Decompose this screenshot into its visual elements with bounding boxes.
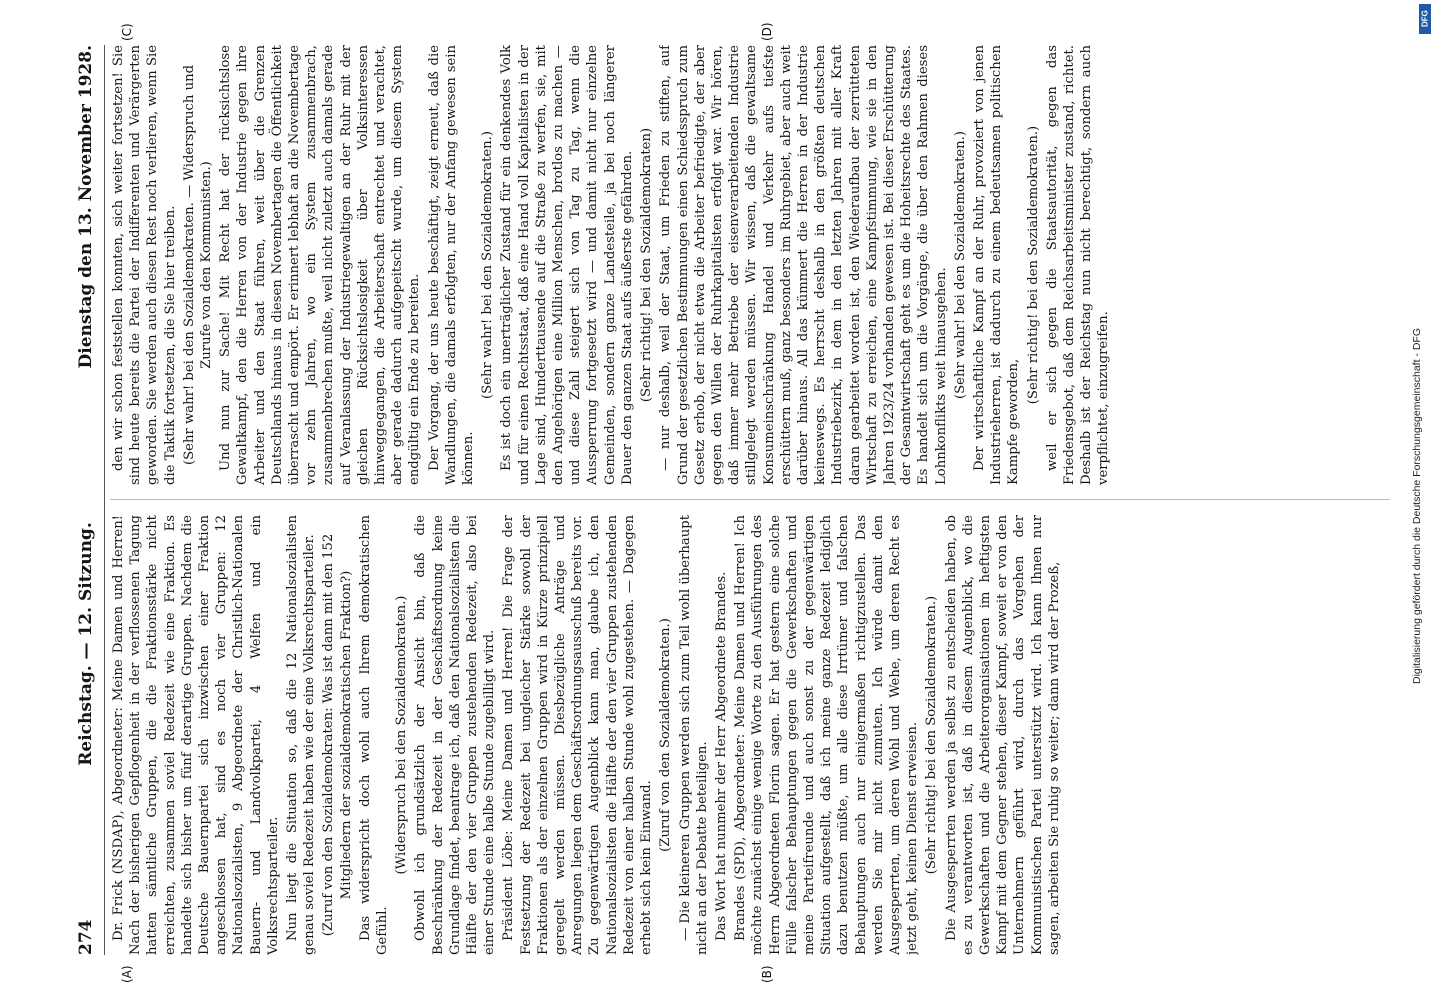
paragraph: (Zuruf von den Sozialdemokraten.)	[658, 618, 674, 852]
session-date: Dienstag den 13. November 1928.	[76, 45, 96, 369]
paragraph: den wir schon feststellen konnten, sich weiter fortsetzen! Sie sind heute bereits die Partei der Indifferenten und Verärgerten geworden. Sie werden auch diesen Rest noch verlieren, wenn Sie die Taktik fortsetzen, die Sie hier treiben.	[111, 45, 178, 485]
dfg-sidebar	[1400, 0, 1434, 1000]
paragraph: (Sehr wahr! bei den Sozialdemokraten. — Widerspruch und Zurufe von den Kommunisten.)	[181, 64, 215, 466]
paragraph: Nun liegt die Situation so, daß die 12 Nationalsozialisten genau soviel Redezeit haben wie der eine Volksrechtsparteiler.	[285, 515, 318, 955]
paragraph: (Sehr richtig! bei den Sozialdemokraten.)	[924, 595, 940, 875]
paragraph: Dr. Frick (NSDAP), Abgeordneter: Meine Damen und Herren! Nach der bisherigen Gepflogenheit in der verflossenen Tagung hatten sämtliche Gruppen, die die Fraktionsstärke nicht erreichten, zusammen soviel Redezeit wie eine Fraktion. Es handelte sich bisher um fünf derartige Gruppen. Nachdem die Deutsche Bauernpartei sich inzwischen einer Fraktion angeschlossen hat, sind es noch vier Gruppen: 12 Nationalsozialisten, 9 Abgeordnete der Christlich-Nationalen Bauern- und Landvolkpartei, 4 Welfen und ein Volksrechtsparteiler.	[111, 515, 281, 955]
page-header	[68, 45, 105, 955]
paragraph: — Die kleineren Gruppen werden sich zum Teil wohl überhaupt nicht an der Debatte beteiligen.	[677, 515, 710, 955]
session-title: Reichstag. — 12. Sitzung.	[76, 522, 96, 766]
paragraph: (Widerspruch bei den Sozialdemokraten.)	[394, 595, 410, 875]
paragraph: Die Ausgesperrten werden ja selbst zu entscheiden haben, ob es zu verantworten ist, daß in diesem Augenblick, wo die Gewerkschaften und die Arbeiterorganisationen im heftigsten Kampf mit dem Gegner stehen, dieser Kampf, soweit er von den Unternehmern geführt wird, durch das Vorgehen der Kommunistischen Partei unterstützt wird. Ich kann Ihnen nur sagen, arbeiten Sie ruhig so weiter; dann wird der Prozeß,	[943, 515, 1062, 955]
paragraph: Präsident Löbe: Meine Damen und Herren! Die Frage der Festsetzung der Redezeit bei ungleicher Stärke sowohl der Fraktionen als der einzelnen Gruppen wird in Kürze prinzipiell geregelt werden müssen. Diesbezügliche Anträge und Anregungen liegen dem Geschäftsordnungsausschuß bereits vor. Zu gegenwärtigen Augenblick kann man, glaube ich, den Nationalsozialisten die Hälfte der den vier Gruppen zustehenden Redezeit von einer halben Stunde wohl zugestehen. — Dagegen erhebt sich kein Einwand.	[501, 515, 655, 955]
right-column	[110, 45, 1390, 485]
left-column	[110, 515, 1390, 955]
paragraph: (Sehr richtig! bei den Sozialdemokraten.)	[1025, 125, 1041, 405]
paragraph: weil er sich gegen die Staatsautorität, gegen das Friedensgebot, daß dem Reichsarbeitsminister zustand, richtet. Deshalb ist der Reichstag nun nicht berechtigt, sondern auch verpflichtet, einzugreifen.	[1044, 45, 1112, 485]
paragraph: Es ist doch ein unerträglicher Zustand für ein denkendes Volk und für einen Rechtsstaat, daß eine Hand voll Kapitalisten in der Lage sind, Hunderttausende auf die Straße zu werfen, sie, mit den Angehörigen eine Million Menschen, brotlos zu machen — und diese Zahl steigert sich von Tag zu Tag, wenn die Aussperrung fortgesetzt wird — und damit nicht nur einzelne Gemeinden, sondern ganze Landesteile, ja bei noch längerer Dauer den ganzen Staat aufs äußerste gefährden.	[499, 45, 635, 485]
paragraph: Obwohl ich grundsätzlich der Ansicht bin, daß die Beschränkung der Redezeit in der Geschäftsordnung keine Grundlage findet, beantrage ich, daß den Nationalsozialisten die Hälfte der den vier Gruppen zustehenden Redezeit, also bei einer Stunde eine halbe Stunde zugebilligt wird.	[413, 515, 498, 955]
margin-marker-b: (B)	[760, 965, 774, 983]
paragraph: Der wirtschaftliche Kampf an der Ruhr, provoziert von jenen Industrieherren, ist dadurch zu einem bedeutsamen politischen Kampfe geworden,	[971, 45, 1022, 485]
margin-marker-d: (D)	[760, 22, 774, 41]
paragraph: (Zuruf von den Sozialdemokraten: Was ist dann mit den 152 Mitgliedern der sozialdemokratischen Fraktion?)	[321, 533, 354, 937]
digitization-notice: Digitalisierung gefördert durch die Deutsche Forschungsgemeinschaft - DFG	[1411, 328, 1423, 685]
column-rule	[110, 499, 1390, 500]
paragraph: (Sehr wahr! bei den Sozialdemokraten.)	[480, 131, 496, 399]
paragraph: Der Vorgang, der uns heute beschäftigt, zeigt erneut, daß die Wandlungen, die damals erfolgten, nur der Anfang gewesen sein können.	[426, 45, 477, 485]
paragraph: — nur deshalb, weil der Staat, um Frieden zu stiften, auf Grund der gesetzlichen Bestimmungen einen Schiedsspruch zum Gesetz erhob, der nicht etwa die Arbeiter befriedigte, der aber gegen den Willen der Ruhrkapitalisten erfolgt war. Wir hören, daß immer mehr Betriebe der eisenverarbeitenden Industrie stillgelegt werden müssen. Wir wissen, daß die gewaltsame Konsumeinschränkung Handel und Verkehr aufs tiefste erschüttern muß, ganz besonders im Ruhrgebiet, aber auch weit darüber hinaus. All das kümmert die Herren in der Industrie keineswegs. Es herrscht deshalb in den größten deutschen Industriebezirk, in dem in den letzten Jahren mit aller Kraft daran gearbeitet worden ist, den Wiederaufbau der zerrütteten Wirtschaft zu erreichen, eine Kampfstimmung, wie sie in den Jahren 1923/24 vorhanden gewesen ist. Bei dieser Erschütterung der Gesamtwirtschaft geht es um die Hoheitsrechte des Staates. Es handelt sich um die Vorgänge, die über den Rahmen dieses Lohnkonflikts weit hinausgehen.	[658, 45, 949, 485]
dfg-logo: DFG	[1419, 4, 1431, 34]
paragraph: Brandes (SPD), Abgeordneter: Meine Damen und Herren! Ich möchte zunächst einige wenige Worte zu den Ausführungen des Herrn Abgeordneten Florin sagen. Er hat gestern eine solche Fülle falscher Behauptungen gegen die Gewerkschaften und meine Parteifreunde und auch sonst zu der gegenwärtigen Situation aufgestellt, daß ich meine ganze Redezeit lediglich dazu benutzen müßte, um alle diese Irrtümer und falschen Behauptungen auch nur einigermaßen richtigzustellen. Das werden Sie mir nicht zumuten. Ich würde damit den Ausgesperrten, um deren Wohl und Wehe, um deren Recht es jetzt geht, keinen Dienst erweisen.	[733, 515, 921, 955]
paragraph: (Sehr richtig! bei den Sozialdemokraten)	[639, 127, 655, 403]
protocol-page	[60, 22, 1400, 983]
margin-marker-c: (C)	[120, 23, 134, 41]
rotated-page	[60, 22, 1400, 983]
paragraph: (Sehr wahr! bei den Sozialdemokraten.)	[952, 131, 968, 399]
page-number: 274	[76, 919, 96, 955]
margin-marker-a: (A)	[120, 965, 134, 983]
paragraph: Das Wort hat nunmehr der Herr Abgeordnete Brandes.	[713, 571, 729, 941]
paragraph: Das widerspricht doch wohl auch Ihrem demokratischen Gefühl.	[357, 515, 391, 955]
paragraph: Und nun zur Sache! Mit Recht hat der rücksichtslose Gewaltkampf, den die Herren von der Industrie gegen ihre Arbeiter und den Staat führen, weit über die Grenzen Deutschlands hinaus in diesen Novembertagen die Öffentlichkeit überrascht und empört. Er erinnert lebhaft an die Novembertage vor zehn Jahren, wo ein System zusammenbrach, zusammenbrechen mußte, weil nicht zuletzt auch damals gerade auf Veranlassung der Industriegewaltigen an der Ruhr mit der gleichen Rücksichtslosigkeit über Volksinteressen hinweggegangen, die Arbeiterschaft entrechtet und verachtet, aber gerade dadurch aufgepeitscht wurde, um diesem System endgültig ein Ende zu bereiten.	[218, 45, 423, 485]
